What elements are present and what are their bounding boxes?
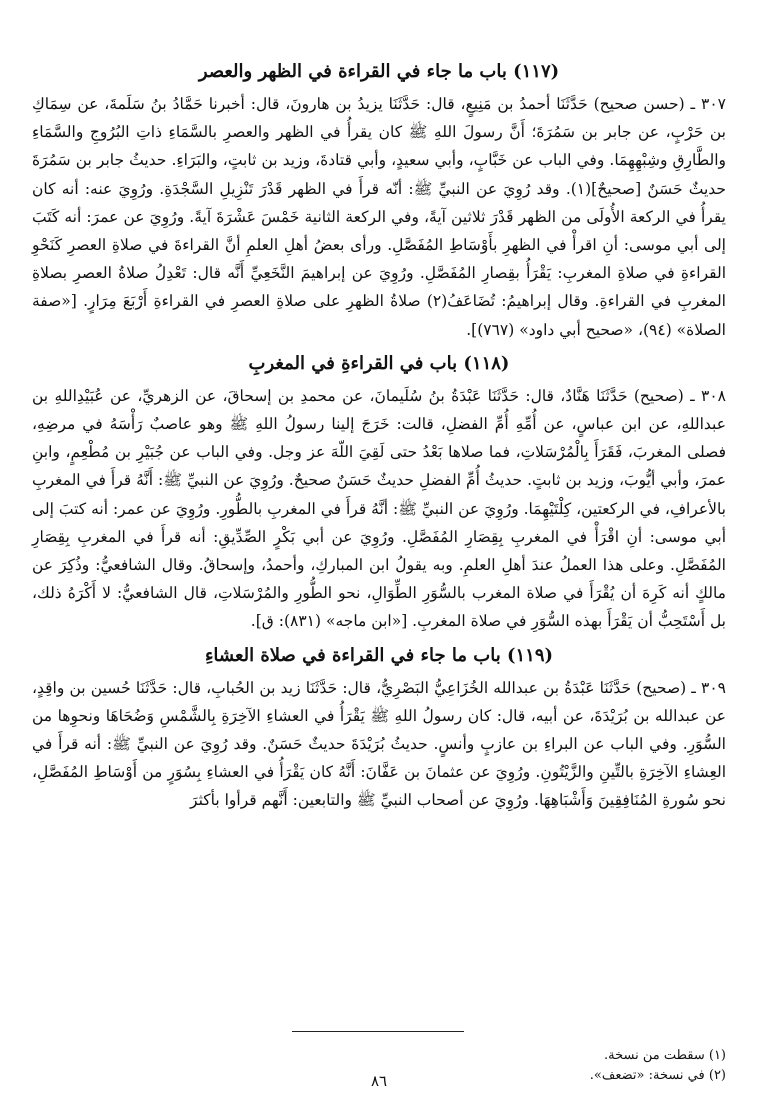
hadith-paragraph: ٣٠٧ ـ (حسن صحيح) حَدَّثَنَا أحمدُ بن مَنِيعٍ، قال: حَدَّثَنَا يزيدُ بن هارونَ، قال: أخبرنا حَمَّادُ بنُ سَلَمةَ، عن سِمَاكِ بن حَرْبٍ، عن جابر بن سَمُرَةَ؛ أَنَّ رسولَ اللهِ ﷺ كان يقرأُ في الظهر والعصرِ بالسَّمَاءِ ذاتِ البُرُوجِ والسَّمَاءِ والطَّارِقِ وشِبْهِهِمَا. وفي الباب عن خَبَّابٍ، وأبي سعيدٍ، وأبي قتادةَ، وزيد بن ثابتٍ، والبَرَاءِ. حديثُ جابر بن سَمُرَةَ حديثٌ حَسَنٌ [صحيحٌ](١). وقد رُوِيَ عن النبيِّ ﷺ: أنّه قرأَ في الظهر قَدْرَ تَنْزِيلِ السَّجْدَةِ. ورُوِيَ عنه: أنه كان يقرأُ في الركعة الأُولَى من الظهر قَدْرَ ثلاثين آيةً، وفي الركعة الثانية خَمْسَ عَشْرَةَ آيةً. ورُوِيَ عن عمرَ: أنه كَتَبَ إلى أبي موسى: أنِ اقرأْ في الظهرِ بأَوْسَاطِ المُفَصَّلِ. ورأى بعضُ أهلِ العلمِ أنَّ القراءةَ في صلاةِ العصرِ كَنَحْوِ القراءةِ في صلاةِ المغربِ: يَقْرَأُ بقِصارِ المُفَصَّلِ. ورُوِيَ عن إبراهيمَ النَّخَعِيِّ أَنَّه قال: تَعْدِلُ صلاةُ العصرِ بصلاةِ المغربِ في القراءةِ. وقال إبراهيمُ: تُضَاعَفُ(٢) صلاةُ الظهرِ على صلاةِ العصرِ في القراءةِ أَرْبَعَ مِرَارٍ. [«صفة الصلاة» (٩٤)، «صحيح أبي داود» (٧٦٧)]. xyxy=(32,95,726,339)
page-body xyxy=(32,58,726,821)
chapter-heading: (١١٧) باب ما جاء في القراءة في الظهر والعصر xyxy=(198,61,560,82)
section-118 xyxy=(32,350,726,636)
footnote-1: (١) سقطت من نسخة. xyxy=(604,1048,726,1063)
chapter-heading: (١١٩) باب ما جاء في القراءة في صلاة العشاءِ xyxy=(204,644,554,666)
section-119 xyxy=(32,642,726,815)
hadith-paragraph: ٣٠٩ ـ (صحيح) حَدَّثَنَا عَبْدَةُ بن عبدالله الخُزَاعِيُّ البَصْرِيُّ، قال: حَدَّثَنَا زيد بن الحُبابِ، قال: حَدَّثَنَا حُسين بن واقِدٍ، عن عبدالله بن بُرَيْدَةَ، عن أبيه، قال: كان رسولُ اللهِ ﷺ يَقْرَأُ في العشاءِ الآخِرَةِ بِالشَّمْسِ وَضُحَاهَا ونحوِها من السُّوَرِ. وفي الباب عن البراءِ بن عازبٍ وأنسٍ. حديثُ بُرَيْدَةَ حديثٌ حَسَنٌ. وقد رُوِيَ عن النبيِّ ﷺ: أنه قرأَ في العِشاءِ الآخِرَةِ بالتِّينِ والزَّيْتُونِ. ورُوِيَ عن عثمانَ بن عَفَّانَ: أَنَّهُ كان يَقْرَأُ في العشاءِ بِسُوَرٍ من أَوْسَاطِ المُفَصَّلِ، نحو سُورةِ المُنَافِقِينَ وَأَشْبَاهِهَا. ورُوِيَ عن أصحاب النبيِّ ﷺ والتابعين: أَنَّهم قرأوا بأكثرَ xyxy=(32,678,726,810)
footnote-divider xyxy=(292,1031,464,1032)
footnote-2: (٢) في نسخة: «تضعف». xyxy=(589,1068,726,1083)
hadith-paragraph: ٣٠٨ ـ (صحيح) حَدَّثَنَا هَنَّادٌ، قال: حَدَّثَنَا عَبْدَةُ بنُ سُلَيمانَ، عن محمدِ بن إسحاقَ، عن الزهريِّ، عن عُبَيْدِاللهِ بن عبداللهِ، عن ابن عباسٍ، عن أُمِّهِ أُمِّ الفضلِ، قالت: خَرَجَ إلينا رسولُ اللهِ ﷺ وهو عاصبٌ رَأْسَهُ في مرضِهِ، فصلى المغربَ، فَقَرَأَ بِالْمُرْسَلاتِ، فما صلاها بَعْدُ حتى لَقِيَ اللّهَ عز وجل. وفي الباب عن جُبَيْرِ بن مُطْعِمٍ، وابنِ عمرَ، وأبي أيُّوبَ، وزيد بن ثابتٍ. حديثُ أُمِّ الفضلِ حديثٌ حَسَنٌ صحيحٌ. ورُوِيَ عن النبيِّ ﷺ: أَنَّهُ قرأَ في المغربِ بالأعرافِ، في الركعتين، كِلْتَيْهِمَا. ورُوِيَ عن النبيِّ ﷺ: أنَّهُ قرأَ في المغربِ بالطُّورِ. ورُوِيَ عن عمر: أنه كتبَ إلى أبي موسى: أنِ اقْرَأْ في المغربِ بِقِصَارِ المُفَصَّلِ. ورُوِيَ عن أبي بَكْرٍ الصِّدِّيقِ: أنه قرأَ في المغربِ بِقِصَارِ المُفَصَّلِ. وعلى هذا العملُ عندَ أهلِ العلمِ. وبه يقولُ ابن المباركِ، وأحمدُ، وإسحاقُ. وقال الشافعيُّ: وذُكِرَ عن مالكٍ أنه كَرِهَ أن يُقْرَأَ في صلاة المغرب بالسُّوَرِ الطِّوَالِ، نحو الطُّورِ والمُرْسَلاتِ، قال الشافعيُّ: لا أَكْرَهُ ذلك، بل أَسْتَحِبُّ أن يَقْرَأَ بهذه السُّوَرِ في صلاة المغربِ. [«ابن ماجه» (٨٣١): ق]. xyxy=(32,386,726,631)
page-number: ٨٦ xyxy=(370,1072,388,1090)
section-117 xyxy=(32,58,726,344)
chapter-heading: (١١٨) باب في القراءةِ في المغربِ xyxy=(248,352,510,374)
